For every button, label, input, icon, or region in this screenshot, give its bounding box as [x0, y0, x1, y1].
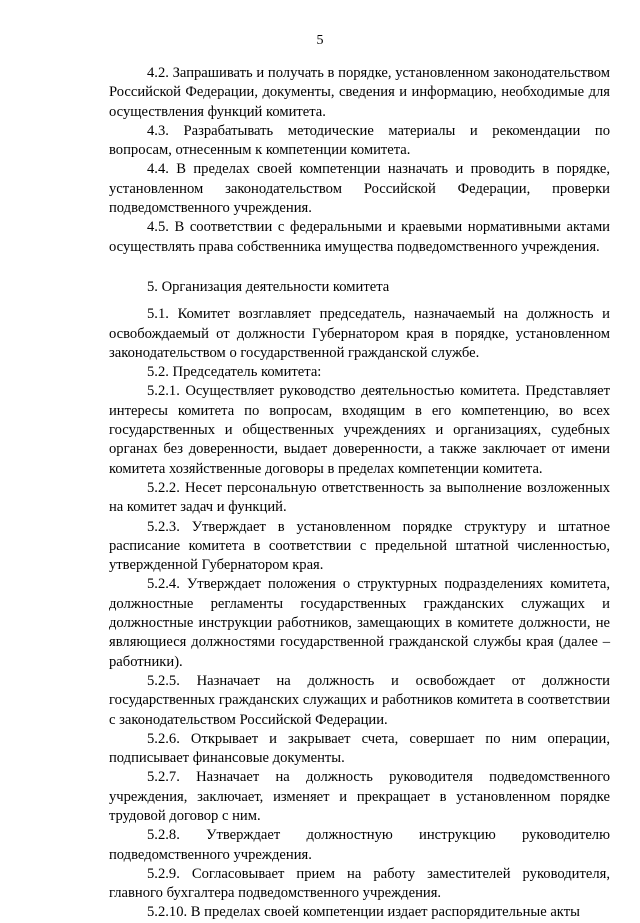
paragraph-4-4: 4.4. В пределах своей компетенции назначать и проводить в порядке, установленном законодательством Российской Федерации, проверки подведомственного учреждения. — [109, 161, 610, 217]
paragraph-5-2-3: 5.2.3. Утверждает в установленном порядке структуру и штатное расписание комитета в соответствии с предельной штатной численностью, утвержденной Губернатором края. — [109, 518, 610, 574]
paragraph-5-2-9: 5.2.9. Согласовывает прием на работу заместителей руководителя, главного бухгалтера подведомственного учреждения. — [109, 865, 610, 902]
paragraph-4-3: 4.3. Разрабатывать методические материалы и рекомендации по вопросам, отнесенным к компетенции комитета. — [109, 122, 610, 159]
paragraph-5-2: 5.2. Председатель комитета: — [147, 364, 322, 381]
paragraph-5-2-7: 5.2.7. Назначает на должность руководителя подведомственного учреждения, заключает, изменяет и прекращает в установленном порядке трудовой договор с ним. — [109, 769, 610, 824]
paragraph-5-2-5: 5.2.5. Назначает на должность и освобождает от должности государственных гражданских служащих и работников комитета в соответствии с законодательством Российской Федерации. — [109, 672, 610, 728]
paragraph-4-2: 4.2. Запрашивать и получать в порядке, установленном законодательством Российской Федерации, документы, сведения и информацию, необходимые для осуществления функций комитета. — [109, 65, 610, 120]
document-body — [109, 64, 610, 923]
paragraph-5-2-6: 5.2.6. Открывает и закрывает счета, совершает по ним операции, подписывает финансовые документы. — [109, 730, 610, 767]
paragraph-4-5: 4.5. В соответствии с федеральными и краевыми нормативными актами осуществлять права собственника имущества подведомственного учреждения. — [109, 219, 610, 255]
paragraph-5-2-4: 5.2.4. Утверждает положения о структурных подразделениях комитета, должностные регламенты государственных гражданских служащих и должностные инструкции работников, замещающих в комитете должности, не являющиеся должностями государственной гражданской службы края (далее – работники). — [109, 576, 610, 670]
paragraph-5-1: 5.1. Комитет возглавляет председатель, назначаемый на должность и освобождаемый от должности Губернатором края в порядке, установленном законодательством о государственной гражданской службе. — [109, 306, 610, 361]
section-5-heading: 5. Организация деятельности комитета — [147, 278, 390, 295]
paragraph-5-2-8: 5.2.8. Утверждает должностную инструкцию руководителю подведомственного учреждения. — [109, 827, 610, 863]
page-number: 5 — [316, 33, 324, 48]
paragraph-5-2-2: 5.2.2. Несет персональную ответственность за выполнение возложенных на комитет задач и функций. — [109, 479, 610, 516]
paragraph-5-2-1: 5.2.1. Осуществляет руководство деятельностью комитета. Представляет интересы комитета по вопросам, входящим в его компетенцию, во всех государственных и общественных учреждениях и организациях, судебных органах без доверенности, выдает доверенности, а также заключает от имени комитета хозяйственные договоры в пределах компетенции комитета. — [109, 383, 610, 477]
paragraph-5-2-10: 5.2.10. В пределах своей компетенции издает распорядительные акты — [147, 904, 580, 921]
